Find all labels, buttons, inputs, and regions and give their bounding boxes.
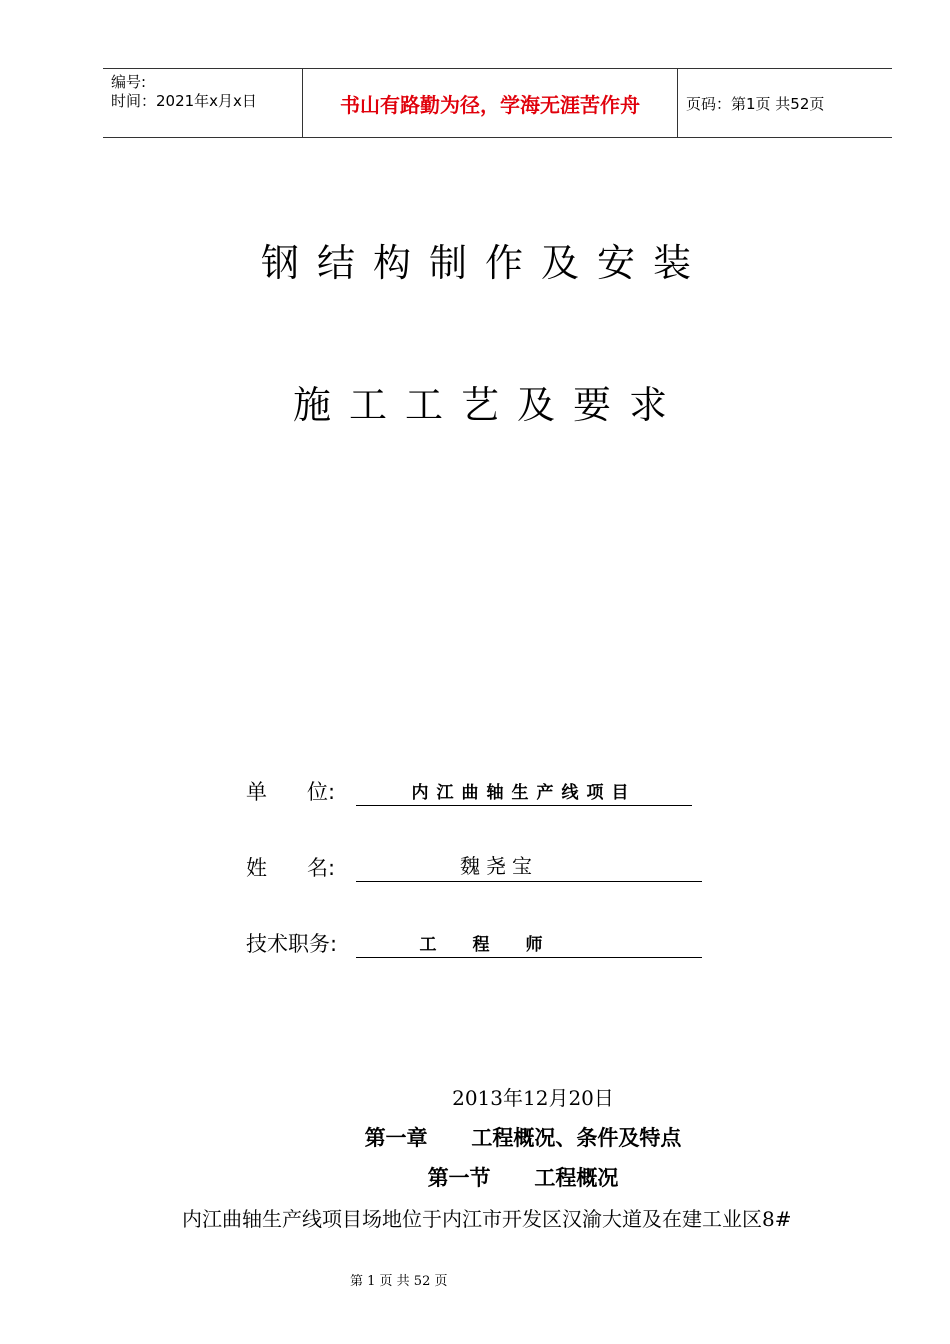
- section-heading: 第一节 工程概况: [427, 1165, 619, 1190]
- header-page-info: 页码：第1页 共52页: [686, 94, 825, 113]
- title-line-2: 施工工艺及要求: [292, 383, 685, 427]
- header-meta: [103, 69, 303, 137]
- header-motto: 书山有路勤为径，学海无涯苦作舟: [303, 69, 678, 137]
- serial-label: 编号:: [111, 73, 147, 91]
- unit-field: [246, 776, 692, 806]
- name-value: 魏尧宝: [356, 850, 702, 882]
- position-value: 工程师: [356, 930, 702, 958]
- body-paragraph: 内江曲轴生产线项目场地位于内江市开发区汉渝大道及在建工业区8#: [182, 1207, 792, 1231]
- chapter-heading: 第一章 工程概况、条件及特点: [364, 1125, 682, 1150]
- page-footer: 第 1 页 共 52 页: [350, 1274, 448, 1289]
- position-label: 技术职务:: [246, 932, 338, 956]
- document-header: [103, 68, 892, 138]
- time-label: 时间：2021年x月x日: [111, 92, 257, 110]
- unit-value: 内江曲轴生产线项目: [356, 778, 692, 806]
- title-line-1: 钢结构制作及安装: [260, 241, 709, 285]
- document-date: 2013年12月20日: [452, 1086, 614, 1110]
- name-field: [246, 852, 702, 882]
- unit-label: 单 位:: [246, 780, 336, 804]
- name-label: 姓 名:: [246, 856, 336, 880]
- position-field: [246, 928, 702, 958]
